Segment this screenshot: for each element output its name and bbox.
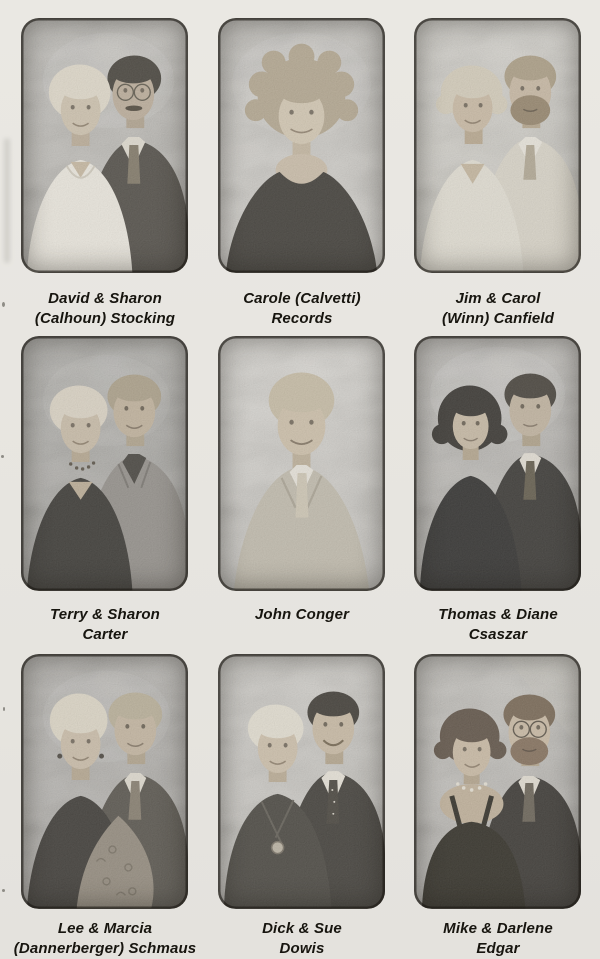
photo-edgar bbox=[414, 654, 581, 909]
photo-stocking bbox=[21, 18, 188, 273]
caption-line1: Dick & Sue bbox=[262, 920, 342, 937]
caption-line1: Thomas & Diane bbox=[438, 606, 558, 623]
scan-smudge bbox=[4, 138, 10, 263]
caption-line2: Edgar bbox=[476, 940, 520, 957]
single-portrait-illustration bbox=[218, 18, 385, 273]
couple-photo-illustration bbox=[21, 654, 188, 909]
caption-line2: Records bbox=[271, 310, 333, 327]
caption-conger bbox=[192, 605, 412, 625]
caption-carter bbox=[0, 605, 215, 645]
scan-speck bbox=[3, 707, 5, 711]
caption-line1: John Conger bbox=[254, 606, 350, 623]
couple-photo-illustration bbox=[414, 336, 581, 591]
caption-line1: Terry & Sharon bbox=[50, 606, 160, 623]
caption-line2: Carter bbox=[82, 626, 128, 643]
caption-line1: Carole (Calvetti) bbox=[243, 290, 361, 307]
scan-speck bbox=[2, 889, 5, 892]
caption-csaszar bbox=[388, 605, 600, 645]
photo-canfield bbox=[414, 18, 581, 273]
caption-canfield bbox=[388, 289, 600, 329]
caption-line1: Lee & Marcia bbox=[57, 920, 153, 937]
couple-photo-illustration bbox=[21, 18, 188, 273]
couple-photo-illustration bbox=[414, 654, 581, 909]
caption-edgar bbox=[388, 919, 600, 959]
caption-stocking bbox=[0, 289, 215, 329]
scan-speck bbox=[1, 455, 4, 458]
photo-records bbox=[218, 18, 385, 273]
caption-line1: Jim & Carol bbox=[455, 290, 541, 307]
caption-line2: Csaszar bbox=[468, 626, 528, 643]
couple-photo-illustration bbox=[21, 336, 188, 591]
photo-schmaus bbox=[21, 654, 188, 909]
caption-schmaus bbox=[0, 919, 215, 959]
caption-line2: (Dannerberger) Schmaus bbox=[13, 940, 197, 957]
caption-line2: (Winn) Canfield bbox=[441, 310, 555, 327]
caption-records bbox=[192, 289, 412, 329]
couple-photo-illustration bbox=[218, 654, 385, 909]
caption-line1: David & Sharon bbox=[48, 290, 162, 307]
photo-csaszar bbox=[414, 336, 581, 591]
caption-line2: (Calhoun) Stocking bbox=[34, 310, 176, 327]
caption-line2: Dowis bbox=[279, 940, 325, 957]
photo-dowis bbox=[218, 654, 385, 909]
caption-dowis bbox=[192, 919, 412, 959]
single-portrait-illustration bbox=[218, 336, 385, 591]
caption-line1: Mike & Darlene bbox=[443, 920, 553, 937]
photo-conger bbox=[218, 336, 385, 591]
couple-photo-illustration bbox=[414, 18, 581, 273]
photo-carter bbox=[21, 336, 188, 591]
